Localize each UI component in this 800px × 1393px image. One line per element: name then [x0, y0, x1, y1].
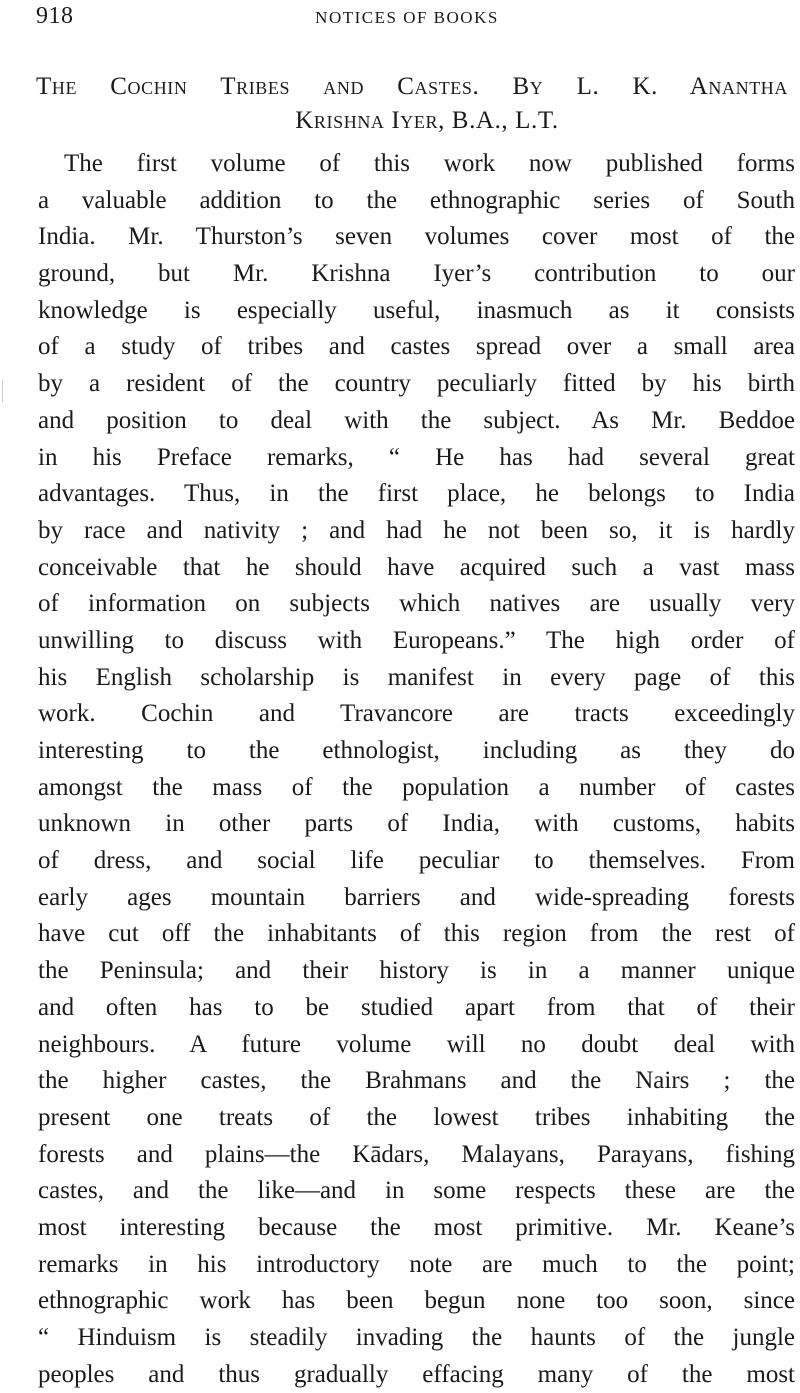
margin-mark	[2, 380, 3, 402]
body-line: of a study of tribes and castes spread over a small area	[38, 333, 795, 361]
body-line: early ages mountain barriers and wide-spreading forests	[38, 883, 795, 911]
section-heading: NOTICES OF BOOKS	[315, 8, 499, 27]
body-line: and often has to be studied apart from that of their	[38, 993, 795, 1021]
body-line: have cut off the inhabitants of this region from the rest of	[38, 920, 795, 948]
body-line: “ Hinduism is steadily invading the haunts of the jungle	[38, 1324, 795, 1351]
body-line: and position to deal with the subject. As Mr. Beddoe	[38, 406, 795, 434]
page-number: 918	[36, 3, 74, 29]
body-line: neighbours. A future volume will no doubt deal with	[38, 1030, 795, 1058]
book-author-line: Krishna Iyer, B.A., L.T.	[295, 107, 559, 134]
body-line: a valuable addition to the ethnographic series of South	[38, 186, 795, 214]
body-line: castes, and the like—and in some respects these are the	[38, 1177, 795, 1205]
body-line: work. Cochin and Travancore are tracts exceedingly	[38, 700, 795, 728]
book-title-line: The Cochin Tribes and Castes. By L. K. Anantha	[36, 73, 788, 100]
body-line: his English scholarship is manifest in every page of this	[38, 663, 795, 691]
body-line: interesting to the ethnologist, including as they do	[38, 737, 795, 764]
body-line: advantages. Thus, in the first place, he belongs to India	[38, 480, 795, 508]
body-line: peoples and thus gradually effacing many of the most	[38, 1360, 795, 1388]
body-line: by race and nativity ; and had he not been so, it is hardly	[38, 516, 795, 544]
body-line: India. Mr. Thurston’s seven volumes cover most of the	[38, 223, 795, 251]
body-line: the higher castes, the Brahmans and the Nairs ; the	[38, 1067, 795, 1095]
body-line: in his Preface remarks, “ He has had several great	[38, 443, 795, 471]
body-line: amongst the mass of the population a number of castes	[38, 773, 795, 801]
body-line: present one treats of the lowest tribes inhabiting the	[38, 1103, 795, 1131]
body-line: ethnographic work has been begun none too soon, since	[38, 1287, 795, 1315]
body-line: unwilling to discuss with Europeans.” The high order of	[38, 626, 795, 654]
body-line: unknown in other parts of India, with customs, habits	[38, 810, 795, 838]
body-line: knowledge is especially useful, inasmuch as it consists	[38, 296, 795, 324]
body-line: of information on subjects which natives are usually very	[38, 590, 795, 618]
body-line: by a resident of the country peculiarly fitted by his birth	[38, 370, 795, 398]
review-body	[38, 146, 795, 1393]
book-title	[36, 70, 788, 138]
body-line: most interesting because the most primitive. Mr. Keane’s	[38, 1213, 795, 1241]
body-line: ground, but Mr. Krishna Iyer’s contribution to our	[38, 260, 795, 288]
body-line: the Peninsula; and their history is in a manner unique	[38, 957, 795, 985]
body-line: conceivable that he should have acquired such a vast mass	[38, 553, 795, 581]
running-head	[36, 3, 778, 31]
body-line: forests and plains—the Kādars, Malayans, Parayans, fishing	[38, 1140, 795, 1168]
body-line: The first volume of this work now published forms	[64, 150, 795, 177]
body-line: remarks in his introductory note are much to the point;	[38, 1250, 795, 1278]
body-line: of dress, and social life peculiar to themselves. From	[38, 847, 795, 875]
